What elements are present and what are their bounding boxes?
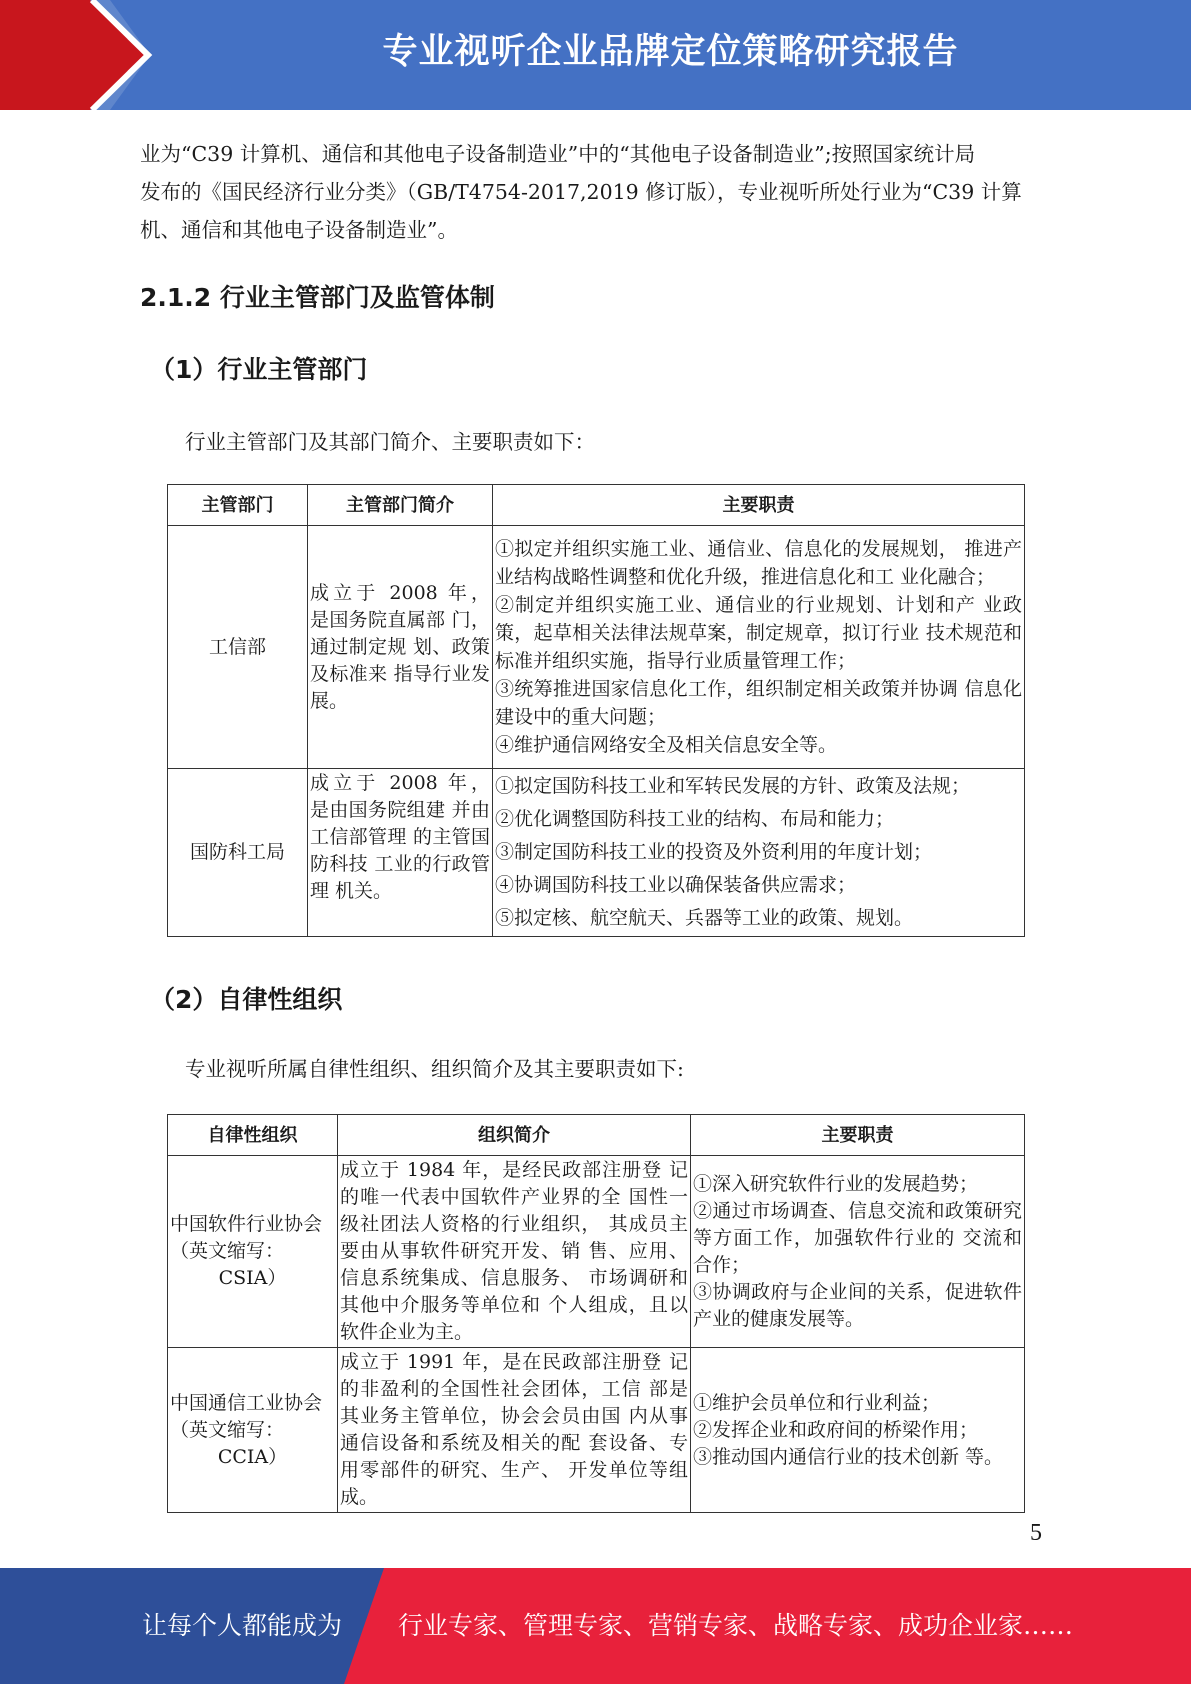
duty-item: ③推动国内通信行业的技术创新 等。	[693, 1445, 1004, 1468]
duty-item: ⑤拟定核、航空航天、兵器等工业的政策、规划。	[495, 907, 914, 929]
subsection-heading-1: （1）行业主管部门	[150, 355, 368, 384]
dept-table	[167, 484, 1025, 937]
table1-lead: 行业主管部门及其部门简介、主要职责如下：	[185, 430, 595, 454]
duty-item: ②制定并组织实施工业、通信业的行业规划、计划和产 业政策，起草相关法律法规草案，制定规章，拟订行业 技术规范和标准并组织实施，指导行业质量管理工作；	[495, 594, 1022, 672]
dept-intro: 成立于 2008 年， 是由国务院组建 并由工信部管理 的主管国防科技 工业的行政管理 机关。	[308, 769, 493, 937]
dept-name: 工信部	[168, 526, 308, 769]
duty-item: ③协调政府与企业间的关系，促进软件产业的健康发展等。	[693, 1280, 1022, 1330]
org-name-line: 中国通信工业协会（英文缩写：	[170, 1391, 323, 1441]
page-header	[0, 0, 1191, 110]
table2-lead: 专业视听所属自律性组织、组织简介及其主要职责如下:	[185, 1057, 684, 1081]
page-footer	[0, 1568, 1191, 1684]
duty-item: ④协调国防科技工业以确保装备供应需求；	[495, 874, 857, 896]
table-header-row	[168, 485, 1025, 526]
table-row	[168, 526, 1025, 769]
page-number: 5	[1030, 1520, 1042, 1546]
org-intro: 成立于 1984 年，是经民政部注册登 记的唯一代表中国软件产业界的全 国性一级社团法人资格的行业组织， 其成员主要由从事软件研究开发、销 售、应用、信息系统集成、信息服务、 市场调研和其他中介服务等单位和 个人组成，且以软件企业为主。	[338, 1156, 691, 1348]
col-header-org: 自律性组织	[168, 1115, 338, 1156]
dept-duties	[493, 526, 1025, 769]
col-header-org-duties: 主要职责	[691, 1115, 1025, 1156]
dept-duties	[493, 769, 1025, 937]
duty-item: ①拟定并组织实施工业、通信业、信息化的发展规划， 推进产业结构战略性调整和优化升级，推进信息化和工 业化融合；	[495, 538, 1022, 588]
table-row	[168, 769, 1025, 937]
org-abbrev: CCIA）	[217, 1445, 288, 1468]
org-table	[167, 1114, 1025, 1513]
duty-item: ④维护通信网络安全及相关信息安全等。	[495, 734, 838, 756]
duty-item: ③制定国防科技工业的投资及外资利用的年度计划；	[495, 841, 933, 863]
duty-item: ②发挥企业和政府间的桥梁作用；	[693, 1418, 979, 1441]
table-header-row	[168, 1115, 1025, 1156]
report-title: 专业视听企业品牌定位策略研究报告	[382, 32, 959, 72]
org-duties	[691, 1156, 1025, 1348]
col-header-duties: 主要职责	[493, 485, 1025, 526]
dept-intro: 成立于 2008 年， 是国务院直属部 门，通过制定规 划、政策及标准来 指导行业发展。	[308, 526, 493, 769]
duty-item: ②优化调整国防科技工业的结构、布局和能力；	[495, 808, 895, 830]
intro-line: 机、通信和其他电子设备制造业”。	[140, 218, 458, 242]
duty-item: ①维护会员单位和行业利益；	[693, 1391, 941, 1414]
duty-item: ①拟定国防科技工业和军转民发展的方针、政策及法规；	[495, 775, 971, 797]
table-row	[168, 1348, 1025, 1513]
org-intro: 成立于 1991 年，是在民政部注册登 记的非盈利的全国性社会团体，工信 部是其业务主管单位，协会会员由国 内从事通信设备和系统及相关的配 套设备、专用零部件的研究、生产、 开发单位等组成。	[338, 1348, 691, 1513]
org-abbrev: CSIA）	[218, 1267, 287, 1289]
intro-line: 发布的《国民经济行业分类》（GB/T4754-2017,2019 修订版），专业视听所处行业为“C39 计算	[140, 180, 1022, 204]
duty-item: ①深入研究软件行业的发展趋势；	[693, 1172, 979, 1195]
dept-name: 国防科工局	[168, 769, 308, 937]
intro-line: 业为“C39 计算机、通信和其他电子设备制造业”中的“其他电子设备制造业”;按照国家统计局	[140, 142, 976, 166]
footer-slogan-right: 行业专家、管理专家、营销专家、战略专家、成功企业家……	[398, 1611, 1074, 1640]
duty-item: ③统筹推进国家信息化工作，组织制定相关政策并协调 信息化建设中的重大问题；	[495, 678, 1022, 728]
org-duties	[691, 1348, 1025, 1513]
org-name-line: 中国软件行业协会（英文缩写：	[170, 1213, 323, 1262]
col-header-intro: 主管部门简介	[308, 485, 493, 526]
col-header-dept: 主管部门	[168, 485, 308, 526]
col-header-org-intro: 组织简介	[338, 1115, 691, 1156]
table-row	[168, 1156, 1025, 1348]
subsection-heading-2: （2）自律性组织	[150, 985, 343, 1014]
org-name	[168, 1348, 338, 1513]
org-name	[168, 1156, 338, 1348]
intro-paragraph	[140, 135, 1030, 249]
duty-item: ②通过市场调查、信息交流和政策研究等方面工作，加强软件行业的 交流和合作；	[693, 1199, 1022, 1276]
footer-slogan-left: 让每个人都能成为	[142, 1611, 343, 1640]
section-heading-2-1-2: 2.1.2 行业主管部门及监管体制	[140, 283, 495, 312]
